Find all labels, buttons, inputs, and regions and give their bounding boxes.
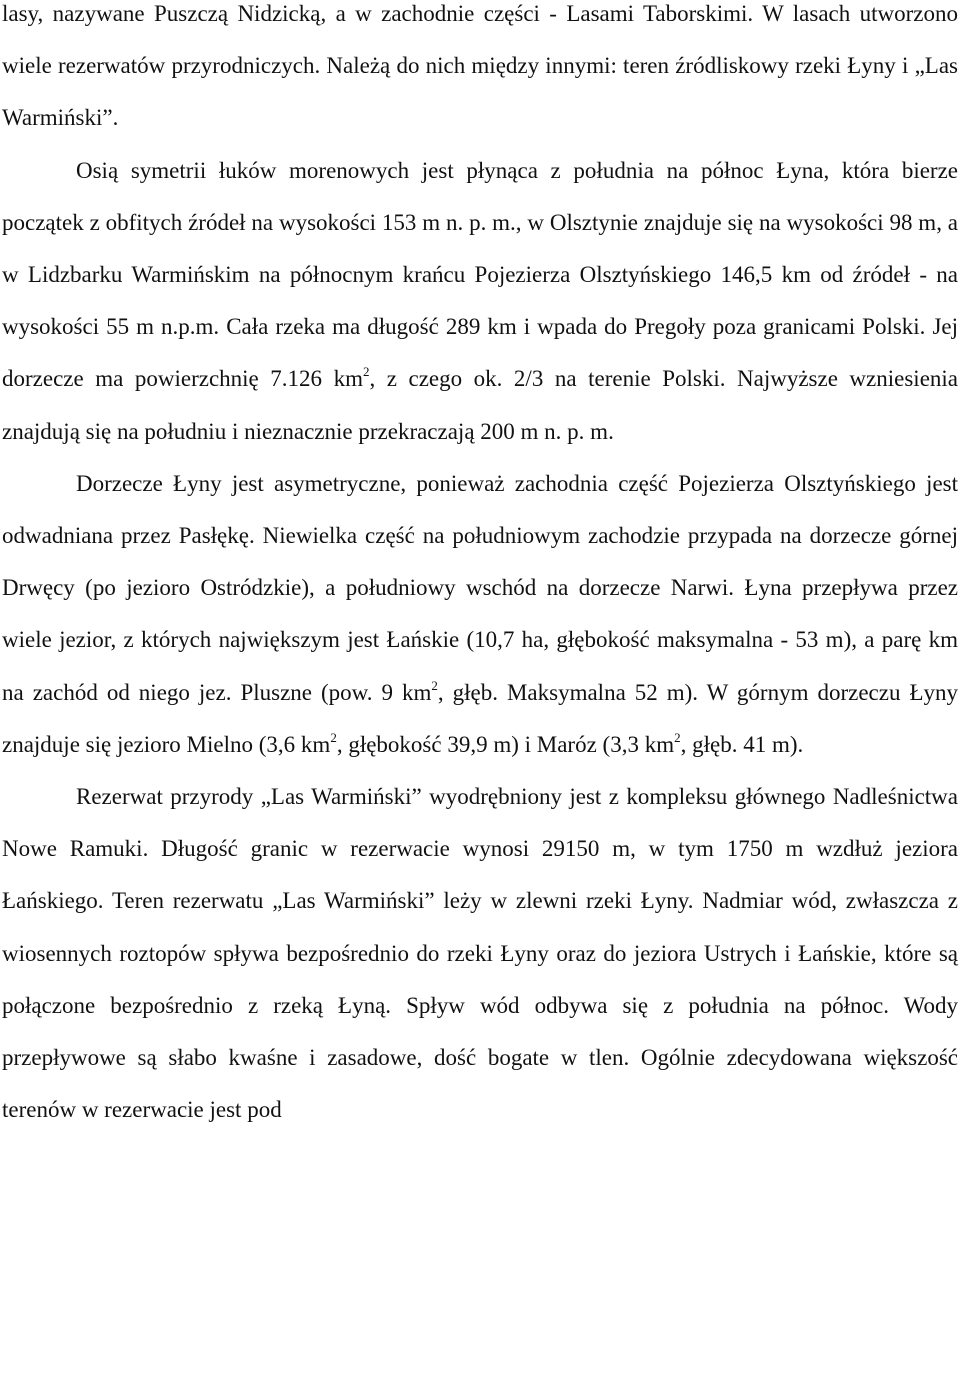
superscript: 2 bbox=[674, 729, 681, 745]
paragraph-1 bbox=[2, 0, 958, 145]
paragraph-text: , z czego ok. 2/3 na terenie Polski. Najwyższe wzniesienia znajdują się na południu i nieznacznie przekraczają 200 m n. p. m. bbox=[2, 366, 959, 444]
paragraph-2 bbox=[2, 145, 958, 458]
superscript: 2 bbox=[330, 729, 337, 745]
paragraph-3 bbox=[2, 458, 958, 771]
paragraph-text: Dorzecze Łyny jest asymetryczne, ponieważ zachodnia część Pojezierza Olsztyńskiego jest odwadniana przez Pasłękę. Niewielka część na południowym zachodzie przypada na dorzecze górnej Drwęcy (po jezioro Ostródzkie), a południowy wschód na dorzecze Narwi. Łyna przepływa przez wiele jezior, z których największym jest Łańskie (10,7 ha, głębokość maksymalna - 53 m), a parę km na zachód od niego jez. Pluszne (pow. 9 km bbox=[2, 470, 958, 705]
paragraph-text: , głęb. Maksymalna 52 m). W górnym dorzeczu Łyny znajduje się jezioro Mielno (3,6 km bbox=[2, 679, 958, 757]
paragraph-text: Rezerwat przyrody „Las Warmiński” wyodrębniony jest z kompleksu głównego Nadleśnictwa Nowe Ramuki. Długość granic w rezerwacie wynosi 29150 m, w tym 1750 m wzdłuż jeziora Łańskiego. Teren rezerwatu „Las Warmiński” leży w zlewni rzeki Łyny. Nadmiar wód, zwłaszcza z wiosennych roztopów spływa bezpośrednio do rzeki Łyny oraz do jeziora Ustrych i Łańskie, które są połączone bezpośrednio z rzeką Łyną. Spływ wód odbywa się z południa na północ. Wody przepływowe są słabo kwaśne i zasadowe, dość bogate w tlen. Ogólnie zdecydowana większość terenów w rezerwacie jest pod bbox=[2, 784, 958, 1123]
paragraph-text: , głębokość 39,9 m) i Maróz (3,3 km bbox=[336, 731, 675, 757]
superscript: 2 bbox=[431, 677, 438, 693]
paragraph-text: , głęb. 41 m). bbox=[680, 731, 804, 757]
paragraph-4 bbox=[2, 771, 958, 1136]
document-body bbox=[2, 0, 958, 1136]
superscript: 2 bbox=[362, 364, 370, 380]
paragraph-text: Osią symetrii łuków morenowych jest płynąca z południa na północ Łyna, która bierze początek z obfitych źródeł na wysokości 153 m n. p. m., w Olsztynie znajduje się na wysokości 98 m, a w Lidzbarku Warmińskim na północnym krańcu Pojezierza Olsztyńskiego 146,5 km od źródeł - na wysokości 55 m n.p.m. Cała rzeka ma długość 289 km i wpada do Pregoły poza granicami Polski. Jej dorzecze ma powierzchnię 7.126 km bbox=[2, 157, 958, 392]
paragraph-text: lasy, nazywane Puszczą Nidzicką, a w zachodnie części - Lasami Taborskimi. W lasach utworzono wiele rezerwatów przyrodniczych. Należą do nich między innymi: teren źródliskowy rzeki Łyny i „Las Warmiński”. bbox=[2, 1, 958, 131]
